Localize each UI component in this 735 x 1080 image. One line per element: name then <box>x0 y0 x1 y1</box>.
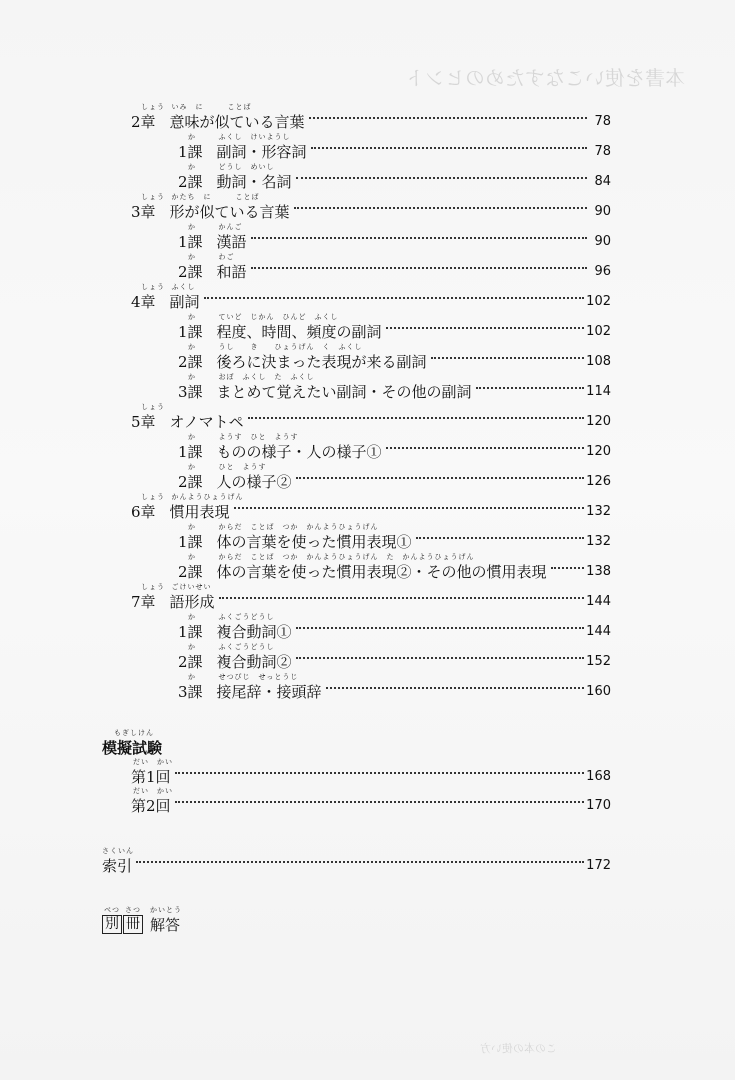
toc-lesson-row[interactable] <box>178 672 611 702</box>
appendix-box-2: 冊 <box>123 915 143 934</box>
toc-chapter-row[interactable] <box>131 582 611 612</box>
toc-row-label: か 2課 <box>178 252 203 281</box>
appendix-label: かいとう 解答 <box>150 905 182 934</box>
toc-row-title-ruby: からだ ことば つか かんようひょうげん <box>218 522 379 531</box>
toc-row-title: かたち に ことば 形が似ている言葉 <box>169 192 290 221</box>
toc-row-page: 144 <box>586 623 611 639</box>
toc-row-page: 138 <box>586 563 611 579</box>
show-through-footer: この本の使い方 <box>480 1042 557 1055</box>
toc-row-title: せつびじ せっとうじ 接尾辞・接頭辞 <box>216 672 322 701</box>
toc-row-title-ruby: ていど じかん ひんど ふくし <box>218 312 339 321</box>
toc-row-title-ruby: かんご <box>218 222 243 231</box>
toc-row-page: 144 <box>586 593 611 609</box>
toc-row-title: どうし めいし 動詞・名詞 <box>216 162 292 191</box>
leader-dots <box>386 327 585 329</box>
toc-row-page: 102 <box>586 323 611 339</box>
toc-row-label-ruby: か <box>188 312 196 321</box>
appendix-boxed-label <box>123 906 144 934</box>
toc-row-mock-exam-1[interactable] <box>131 757 611 787</box>
toc-row-label: さくいん 索引 <box>102 846 134 875</box>
toc-row-page: 96 <box>594 263 611 279</box>
leader-dots <box>251 267 587 269</box>
leader-dots <box>311 147 587 149</box>
toc-row-label: しょう 4章 <box>131 282 165 311</box>
leader-dots <box>294 207 587 209</box>
toc-lesson-row[interactable] <box>178 612 611 642</box>
appendix-box-1: 別 <box>102 915 122 934</box>
toc-row-page: 126 <box>586 473 611 489</box>
toc-row-title: かんご 漢語 <box>216 222 247 251</box>
toc-row-page: 78 <box>594 113 611 129</box>
leader-dots <box>296 657 585 659</box>
toc-row-title: からだ ことば つか かんようひょうげん た かんようひょうげん 体の言葉を使った慣用表現②・その他の慣用表現 <box>216 552 547 581</box>
leader-dots <box>296 177 587 179</box>
toc-row-label: か 1課 <box>178 222 203 251</box>
toc-row-title: いみ に ことば 意味が似ている言葉 <box>169 102 305 131</box>
toc-row-label: か 1課 <box>178 432 203 461</box>
toc-row-title: ひと ようす 人の様子② <box>216 462 292 491</box>
toc-row-label-ruby: しょう <box>141 192 165 201</box>
toc-chapter-row[interactable] <box>131 192 611 222</box>
toc-row-title: おぼ ふくし た ふくし まとめて覚えたい副詞・その他の副詞 <box>216 372 472 401</box>
toc-row-title-ruby: ふくごうどうし <box>218 612 275 621</box>
leader-dots <box>219 597 585 599</box>
toc-row-label-ruby: か <box>188 522 196 531</box>
toc-lesson-row[interactable] <box>178 132 611 162</box>
toc-row-label-ruby: しょう <box>141 582 165 591</box>
toc-row-index[interactable] <box>102 846 611 876</box>
toc-row-label-ruby: しょう <box>141 282 165 291</box>
toc-row-title-ruby: ふくし けいようし <box>218 132 291 141</box>
leader-dots <box>476 387 585 389</box>
toc-row-label: だい かい 第2回 <box>131 786 173 815</box>
toc-lesson-row[interactable] <box>178 312 611 342</box>
mock-exam-heading: もぎしけん 模擬試験 <box>102 729 163 757</box>
toc-row-label: しょう 2章 <box>131 102 165 131</box>
toc-row-page: 90 <box>594 233 611 249</box>
toc-row-label-ruby: だい かい <box>133 757 173 766</box>
leader-dots <box>551 567 585 569</box>
toc-row-title-ruby: かんようひょうげん <box>171 492 244 501</box>
appendix-label-ruby: かいとう <box>150 905 182 914</box>
toc-lesson-row[interactable] <box>178 222 611 252</box>
toc-lesson-row[interactable] <box>178 342 611 372</box>
toc-row-title-ruby: いみ に ことば <box>171 102 252 111</box>
appendix-boxed-label <box>102 906 123 934</box>
toc-row-label-ruby: か <box>188 612 196 621</box>
toc-row-title-ruby: ごけいせい <box>171 582 212 591</box>
toc-row-label-ruby: か <box>188 552 196 561</box>
toc-row-title-ruby: おぼ ふくし た ふくし <box>218 372 315 381</box>
toc-lesson-row[interactable] <box>178 432 611 462</box>
leader-dots <box>296 627 585 629</box>
toc-lesson-row[interactable] <box>178 372 611 402</box>
leader-dots <box>296 477 585 479</box>
leader-dots <box>309 117 587 119</box>
toc-row-title: ようす ひと ようす ものの様子・人の様子① <box>216 432 382 461</box>
toc-chapter-row[interactable] <box>131 282 611 312</box>
toc-row-label: か 1課 <box>178 132 203 161</box>
toc-lesson-row[interactable] <box>178 522 611 552</box>
toc-row-label-ruby: か <box>188 642 196 651</box>
toc-row-label-ruby: か <box>188 432 196 441</box>
toc-row-label: か 1課 <box>178 612 203 641</box>
toc-row-title: ていど じかん ひんど ふくし 程度、時間、頻度の副詞 <box>216 312 382 341</box>
toc-row-title: ふくし けいようし 副詞・形容詞 <box>216 132 307 161</box>
toc-lesson-row[interactable] <box>178 462 611 492</box>
toc-row-page: 90 <box>594 203 611 219</box>
toc-row-title-ruby: ようす ひと ようす <box>218 432 299 441</box>
toc-row-appendix[interactable] <box>102 905 302 935</box>
toc-row-label-ruby: か <box>188 162 196 171</box>
toc-row-title: ふくごうどうし 複合動詞② <box>216 642 292 671</box>
toc-row-title: ふくし 副詞 <box>169 282 200 311</box>
leader-dots <box>204 297 585 299</box>
toc-row-page: 102 <box>586 293 611 309</box>
toc-row-title-ruby: からだ ことば つか かんようひょうげん た かんようひょうげん <box>218 552 475 561</box>
toc-row-label: か 2課 <box>178 642 203 671</box>
toc-lesson-row[interactable] <box>178 162 611 192</box>
toc-row-title-ruby: わご <box>218 252 235 261</box>
toc-row-label-ruby: しょう <box>141 102 165 111</box>
toc-lesson-row[interactable] <box>178 252 611 282</box>
leader-dots <box>416 537 585 539</box>
toc-row-label: か 3課 <box>178 372 203 401</box>
toc-row-label-ruby: しょう <box>141 492 165 501</box>
leader-dots <box>248 417 585 419</box>
toc-row-page: 132 <box>586 533 611 549</box>
mock-exam-ruby: もぎしけん <box>114 729 154 737</box>
toc-row-label-ruby: か <box>188 342 196 351</box>
toc-chapter-row[interactable] <box>131 492 611 522</box>
leader-dots <box>386 447 585 449</box>
toc-row-page: 84 <box>594 173 611 189</box>
toc-row-label-ruby: しょう <box>141 402 165 411</box>
toc-row-label-ruby: か <box>188 132 196 141</box>
toc-row-title: ふくごうどうし 複合動詞① <box>216 612 292 641</box>
leader-dots <box>234 507 585 509</box>
toc-row-label-ruby: か <box>188 672 196 681</box>
leader-dots <box>326 687 585 689</box>
toc-row-title-ruby: どうし めいし <box>218 162 275 171</box>
toc-row-label-ruby: か <box>188 462 196 471</box>
toc-row-page: 120 <box>586 443 611 459</box>
toc-row-label-ruby: か <box>188 252 196 261</box>
toc-row-label: か 2課 <box>178 342 203 371</box>
appendix-box1-ruby: べつ <box>104 906 120 914</box>
toc-lesson-row[interactable] <box>178 552 611 582</box>
toc-chapter-row[interactable] <box>131 402 611 432</box>
toc-row-title-ruby: かたち に ことば <box>171 192 260 201</box>
show-through-header: 本書を使いこなすためのヒント <box>405 66 685 90</box>
toc-row-page: 168 <box>586 768 611 784</box>
toc-row-page: 160 <box>586 683 611 699</box>
leader-dots <box>136 861 584 863</box>
leader-dots <box>175 772 585 774</box>
toc-row-title: オノマトペ <box>169 412 244 431</box>
toc-row-page: 78 <box>594 143 611 159</box>
appendix-box2-ruby: さつ <box>125 906 141 914</box>
toc-row-title: うし き ひょうげん く ふくし 後ろに決まった表現が来る副詞 <box>216 342 427 371</box>
toc-row-page: 152 <box>586 653 611 669</box>
toc-row-label: か 2課 <box>178 162 203 191</box>
toc-lesson-row[interactable] <box>178 642 611 672</box>
toc-row-label: か 1課 <box>178 522 203 551</box>
toc-row-title-ruby: ひと ようす <box>218 462 267 471</box>
toc-row-title-ruby: ふくし <box>171 282 196 291</box>
toc-row-page: 120 <box>586 413 611 429</box>
toc-row-label: か 2課 <box>178 462 203 491</box>
toc-chapter-row[interactable] <box>131 102 611 132</box>
toc-row-title: かんようひょうげん 慣用表現 <box>169 492 244 521</box>
toc-row-title: わご 和語 <box>216 252 247 281</box>
toc-row-title-ruby: ふくごうどうし <box>218 642 275 651</box>
toc-row-label-ruby: か <box>188 222 196 231</box>
toc-row-label: か 3課 <box>178 672 203 701</box>
toc-row-label-ruby: さくいん <box>102 846 134 855</box>
toc-row-label: しょう 6章 <box>131 492 165 521</box>
leader-dots <box>431 357 585 359</box>
toc-row-label-ruby: か <box>188 372 196 381</box>
toc-row-page: 172 <box>586 857 611 873</box>
toc-row-title: からだ ことば つか かんようひょうげん 体の言葉を使った慣用表現① <box>216 522 412 551</box>
toc-row-page: 114 <box>586 383 611 399</box>
toc-row-label: か 1課 <box>178 312 203 341</box>
toc-row-title: ごけいせい 語形成 <box>169 582 215 611</box>
toc-row-page: 108 <box>586 353 611 369</box>
toc-row-label: しょう 5章 <box>131 402 165 431</box>
toc-row-page: 132 <box>586 503 611 519</box>
toc-row-label-ruby: だい かい <box>133 786 173 795</box>
toc-row-page: 170 <box>586 797 611 813</box>
toc-row-label: か 2課 <box>178 552 203 581</box>
leader-dots <box>175 801 585 803</box>
toc-row-label: しょう 3章 <box>131 192 165 221</box>
toc-row-title-ruby: せつびじ せっとうじ <box>218 672 299 681</box>
leader-dots <box>251 237 587 239</box>
toc-row-title-ruby: うし き ひょうげん く ふくし <box>218 342 363 351</box>
toc-row-mock-exam-2[interactable] <box>131 786 611 816</box>
toc-row-label: だい かい 第1回 <box>131 757 173 786</box>
toc-row-label: しょう 7章 <box>131 582 165 611</box>
